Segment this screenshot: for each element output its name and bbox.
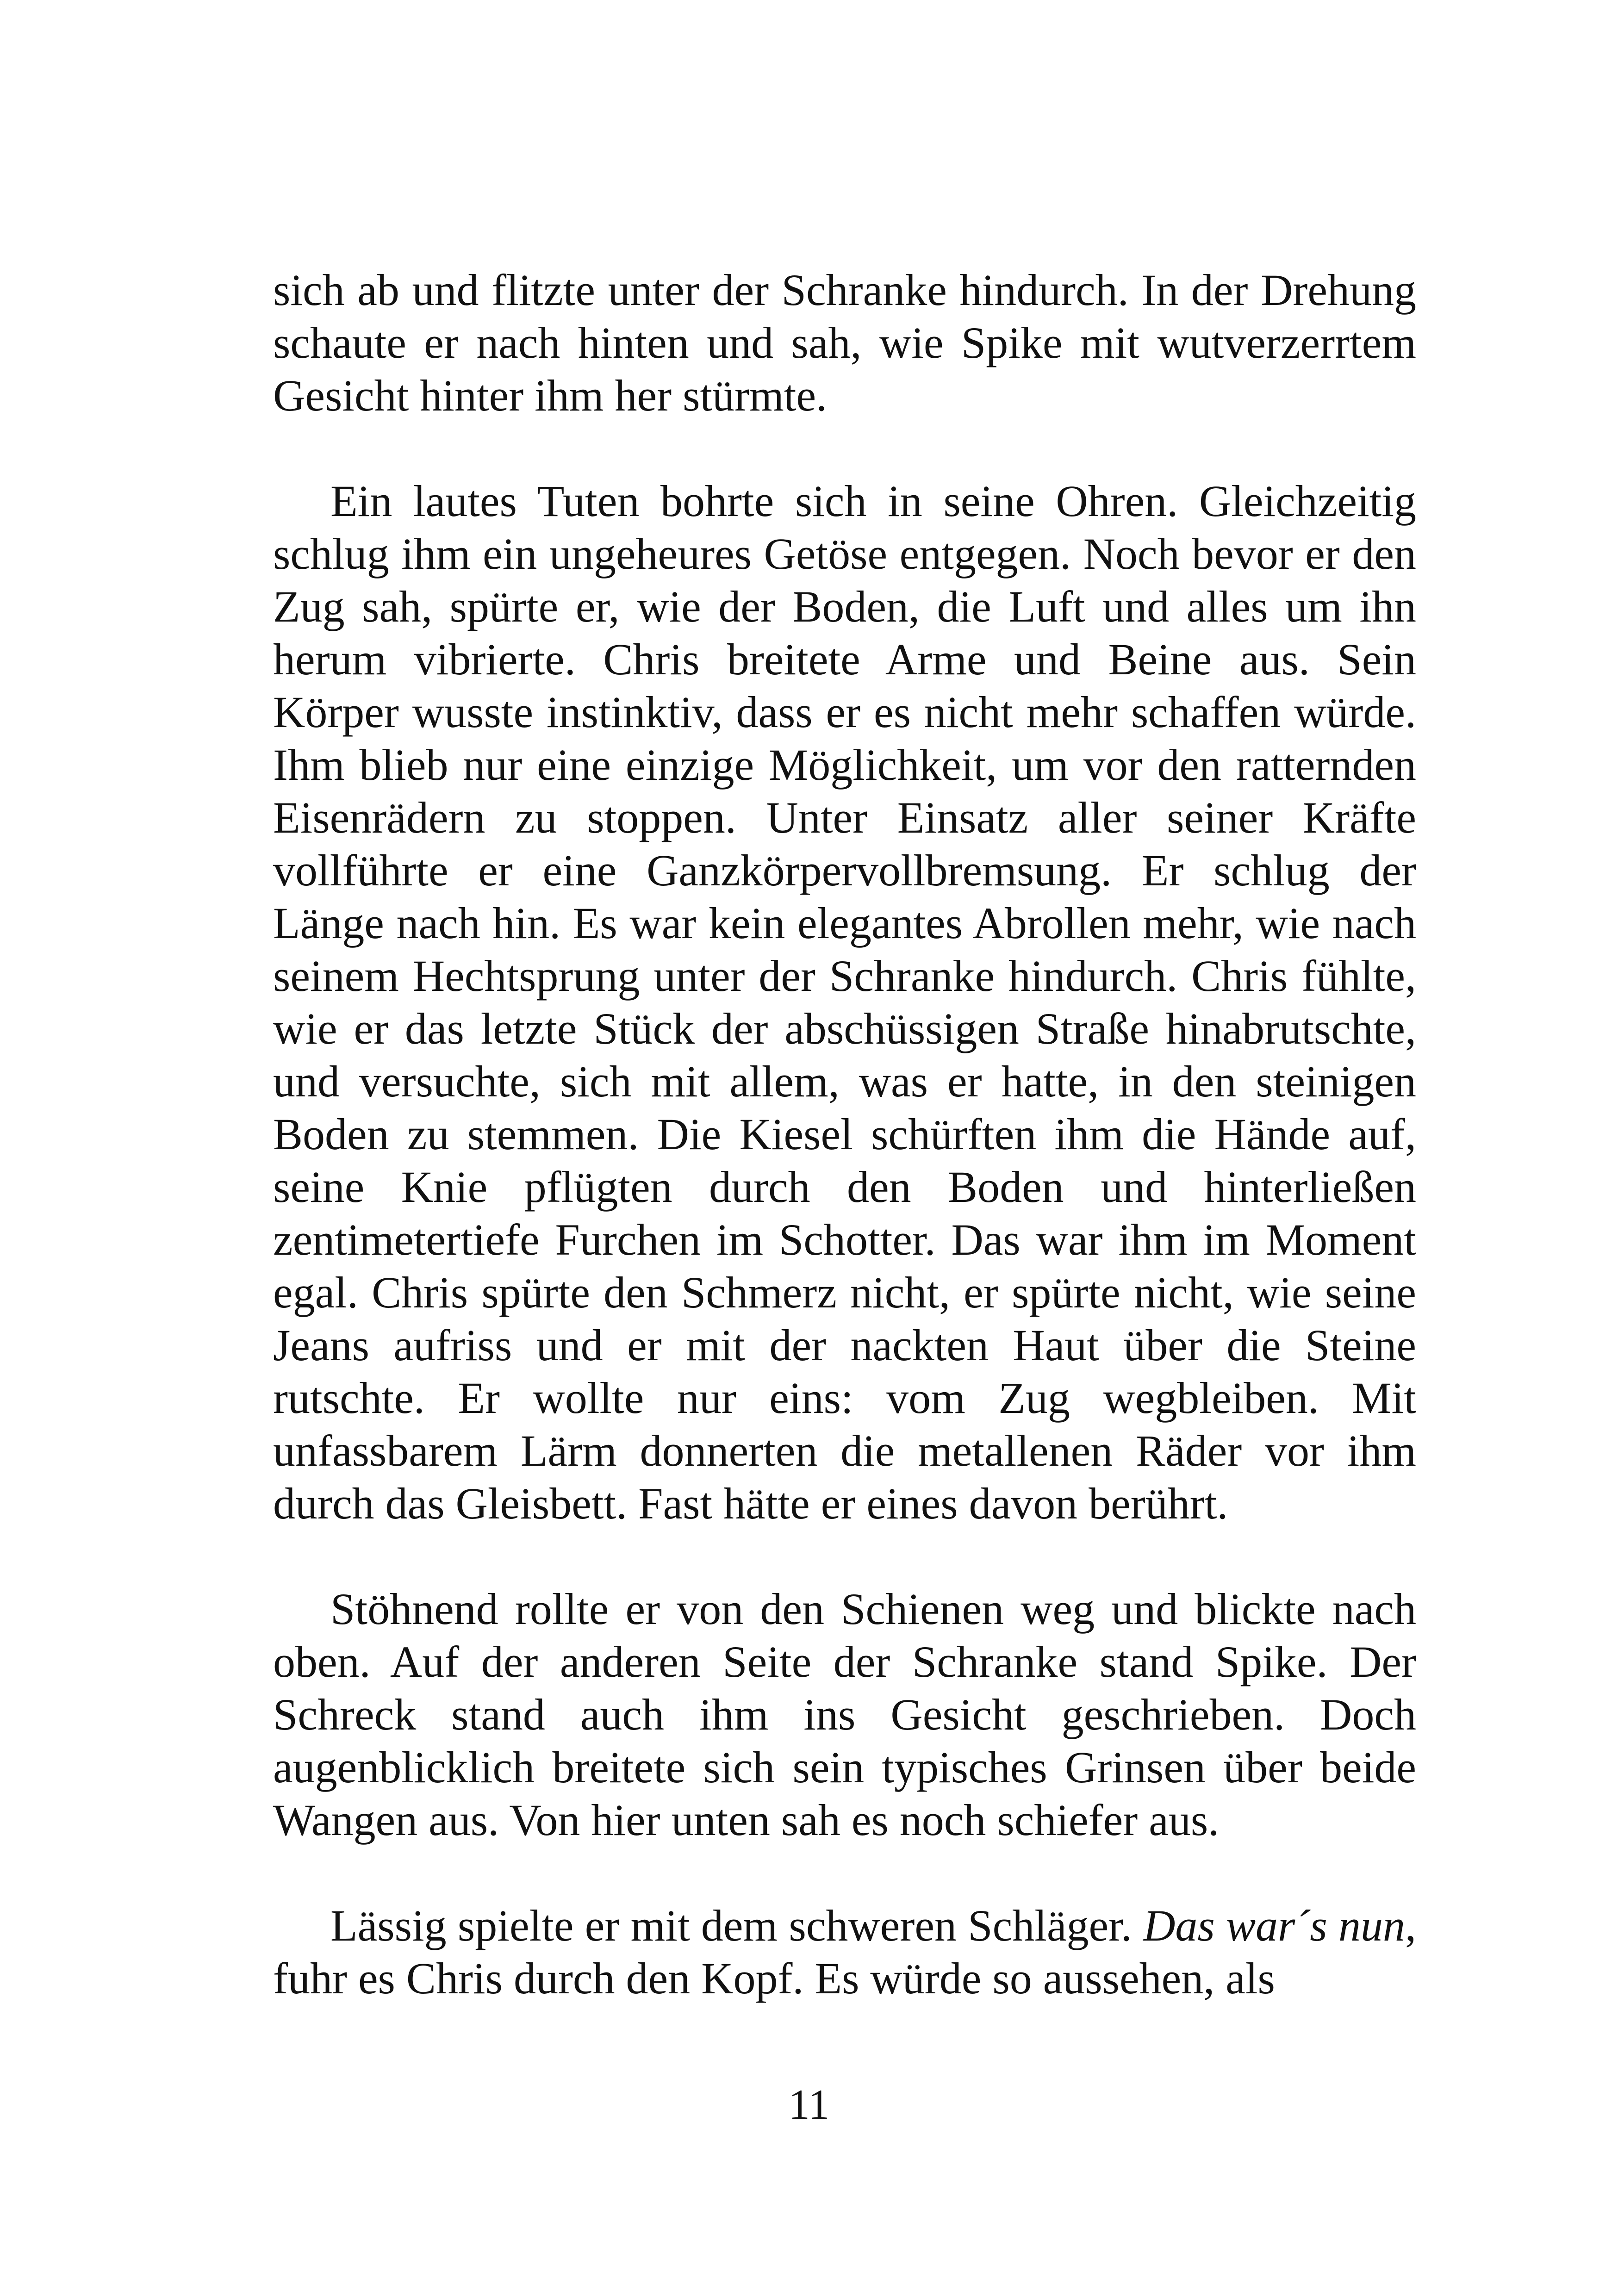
paragraph-4-text-end: , fuhr es Chris durch den Kopf. Es würde so aussehen, als [273, 1901, 1417, 2003]
paragraph-4-text-start: Lässig spielte er mit dem schweren Schläger. [330, 1901, 1144, 1950]
paragraph-3-text: Stöhnend rollte er von den Schienen weg und blickte nach oben. Auf der anderen Seite der Schranke stand Spike. Der Schreck stand auch ihm ins Gesicht geschrieben. Doch augenblicklich breitete sich sein typisches Grinsen über beide Wangen aus. Von hier unten sah es noch schiefer aus. [273, 1584, 1416, 1845]
paragraph-3 [273, 1583, 1416, 1847]
paragraph-1 [273, 264, 1416, 422]
paragraph-4 [273, 1899, 1416, 2005]
body-text [273, 264, 1416, 2005]
paragraph-2-text: Ein lautes Tuten bohrte sich in seine Ohren. Gleichzeitig schlug ihm ein ungeheures Getöse entgegen. Noch bevor er den Zug sah, spürte er, wie der Boden, die Luft und alles um ihn herum vibrierte. Chris breitete Arme und Beine aus. Sein Körper wusste instinktiv, dass er es nicht mehr schaffen würde. Ihm blieb nur eine einzige Möglichkeit, um vor den ratternden Eisenrädern zu stoppen. Unter Einsatz aller seiner Kräfte vollführte er eine Ganzkörpervollbremsung. Er schlug der Länge nach hin. Es war kein elegantes Abrollen mehr, wie nach seinem Hechtsprung unter der Schranke hindurch. Chris fühlte, wie er das letzte Stück der abschüssigen Straße hinabrutschte, und versuchte, sich mit allem, was er hatte, in den steinigen Boden zu stemmen. Die Kiesel schürften ihm die Hände auf, seine Knie pflügten durch den Boden und hinterließen zentimetertiefe Furchen im Schotter. Das war ihm im Moment egal. Chris spürte den Schmerz nicht, er spürte nicht, wie seine Jeans aufriss und er mit der nackten Haut über die Steine rutschte. Er wollte nur eins: vom Zug wegbleiben. Mit unfassbarem Lärm donnerten die metallenen Räder vor ihm durch das Gleisbett. Fast hätte er eines davon berührt. [273, 476, 1416, 1528]
paragraph-1-text: sich ab und flitzte unter der Schranke hindurch. In der Drehung schaute er nach hinten und sah, wie Spike mit wutverzerrtem Gesicht hinter ihm her stürmte. [273, 265, 1416, 420]
paragraph-4-italic-thought: Das war´s nun [1143, 1901, 1406, 1950]
page-number: 11 [788, 2081, 830, 2128]
paragraph-2 [273, 475, 1416, 1530]
